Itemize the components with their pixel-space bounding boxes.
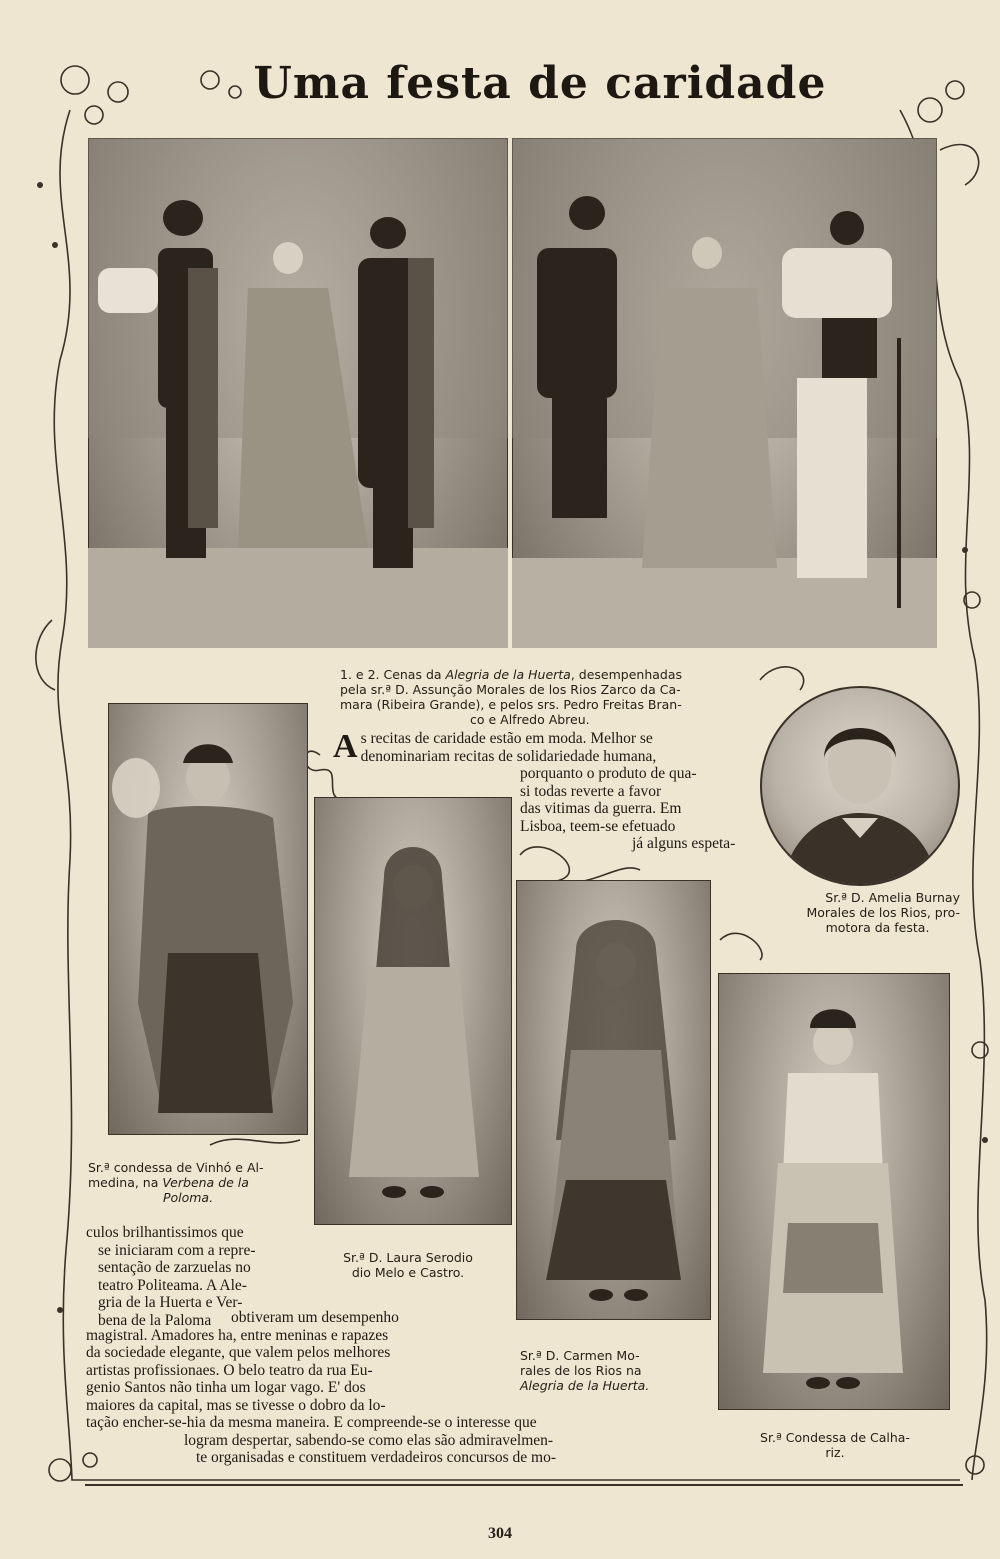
article-line: s recitas de caridade estão em moda. Melhor se: [360, 730, 653, 747]
scenes-caption: [340, 667, 750, 727]
vinho-photo: [108, 703, 308, 1135]
scenes-caption-line1: [340, 667, 750, 682]
article-line: se iniciaram com a repre-: [98, 1241, 256, 1259]
article-line: da sociedade elegante, que valem pelos melhores: [86, 1344, 391, 1361]
scene-photo-2-figures: [512, 138, 937, 648]
laura-caption-line2: dio Melo e Castro.: [351, 1265, 465, 1280]
calhariz-photo: [718, 973, 950, 1410]
article-line: maiores da capital, mas se tivesse o dobro da lo-: [86, 1396, 386, 1414]
vinho-caption-text: medina, na: [88, 1175, 163, 1190]
carmen-caption-line2: rales de los Rios na: [520, 1363, 642, 1378]
amelia-caption-line1: Sr.ª D. Amelia Burnay: [825, 890, 960, 905]
article-line: obtiveram um desempenho: [231, 1309, 399, 1326]
article-line: já alguns espeta-: [632, 835, 736, 852]
vinho-caption-line3: [88, 1190, 288, 1205]
amelia-portrait-figure: [762, 688, 958, 884]
article-line: denominariam recitas de solidariedade humana,: [360, 747, 657, 765]
vinho-caption: [88, 1160, 288, 1205]
scenes-caption-text: 1. e 2. Cenas da: [340, 667, 446, 682]
article-dropcap: A: [333, 728, 358, 765]
article-line: gria de la Huerta e Ver-: [98, 1294, 243, 1311]
article-paragraph-2-wide: [86, 1309, 511, 1414]
carmen-caption: [520, 1348, 710, 1393]
article-line: magistral. Amadores ha, entre meninas e rapazes: [86, 1326, 389, 1344]
article-line: artistas profissionaes. O belo teatro da rua Eu-: [86, 1361, 373, 1379]
scene-photo-1: [88, 138, 508, 648]
carmen-caption-line1: Sr.ª D. Carmen Mo-: [520, 1348, 640, 1363]
scenes-caption-line3: mara (Ribeira Grande), e pelos srs. Pedro Freitas Bran-: [340, 697, 682, 712]
calhariz-caption-line1: Sr.ª Condessa de Calha-: [760, 1430, 910, 1445]
vinho-caption-play-title-end: Poloma.: [162, 1190, 214, 1205]
page-number: 304: [488, 1525, 512, 1542]
article-line: culos brilhantissimos que: [86, 1224, 244, 1241]
carmen-photo-figure: [516, 880, 711, 1320]
vinho-caption-line2: [88, 1175, 288, 1190]
page-title: Uma festa de caridade: [253, 58, 827, 109]
calhariz-caption-line2: riz.: [825, 1445, 845, 1460]
article-line: sentação de zarzuelas no: [98, 1259, 251, 1276]
laura-photo-figure: [314, 797, 512, 1225]
scenes-caption-line4: co e Alfredo Abreu.: [470, 712, 590, 727]
article-line: te organisadas e constituem verdadeiros concursos de mo-: [196, 1449, 556, 1466]
article-line: logram despertar, sabendo-se como elas são admiravelmen-: [184, 1431, 554, 1449]
scenes-caption-play-title: Alegria de la Huerta: [445, 667, 571, 682]
article-line: genio Santos não tinha um logar vago. E' dos: [86, 1379, 366, 1396]
article-line: teatro Politeama. A Ale-: [98, 1276, 247, 1294]
article-line: tação encher-se-hia da mesma maneira. E compreende-se o interesse que: [86, 1414, 537, 1431]
article-line: bena de la Paloma: [98, 1311, 212, 1329]
bottom-rule: [85, 1484, 963, 1486]
laura-caption: [318, 1250, 498, 1280]
carmen-caption-play-title: Alegria de la Huerta.: [520, 1378, 650, 1393]
article-line: das vitimas da guerra. Em: [520, 800, 682, 817]
scene-photo-2: [512, 138, 937, 648]
vinho-caption-play-title: Verbena de la: [162, 1175, 249, 1190]
amelia-portrait: [760, 686, 960, 886]
scenes-caption-line2: pela sr.ª D. Assunção Morales de los Rios Zarco da Ca-: [340, 682, 681, 697]
amelia-caption: [795, 890, 960, 935]
vinho-caption-line1: Sr.ª condessa de Vinhó e Al-: [88, 1160, 264, 1175]
scene-photo-1-figures: [88, 138, 508, 648]
amelia-caption-line2: Morales de los Rios, pro-: [806, 905, 960, 920]
scenes-caption-text: , desempenhadas: [570, 667, 683, 682]
laura-caption-line1: Sr.ª D. Laura Serodio: [343, 1250, 473, 1265]
article-paragraph-1: [333, 730, 738, 765]
vinho-photo-figure: [108, 703, 308, 1135]
calhariz-photo-figure: [718, 973, 950, 1410]
carmen-caption-line3: [520, 1378, 710, 1393]
article-paragraph-2-bottom: [86, 1414, 706, 1467]
carmen-photo: [516, 880, 711, 1320]
article-line: si todas reverte a favor: [520, 782, 662, 800]
amelia-caption-line3: motora da festa.: [825, 920, 930, 935]
article-line: Lisboa, teem-se efetuado: [520, 817, 676, 835]
laura-photo: [314, 797, 512, 1225]
article-paragraph-1-narrow: [520, 765, 738, 853]
article-line: porquanto o produto de qua-: [520, 765, 697, 782]
calhariz-caption: [735, 1430, 935, 1460]
